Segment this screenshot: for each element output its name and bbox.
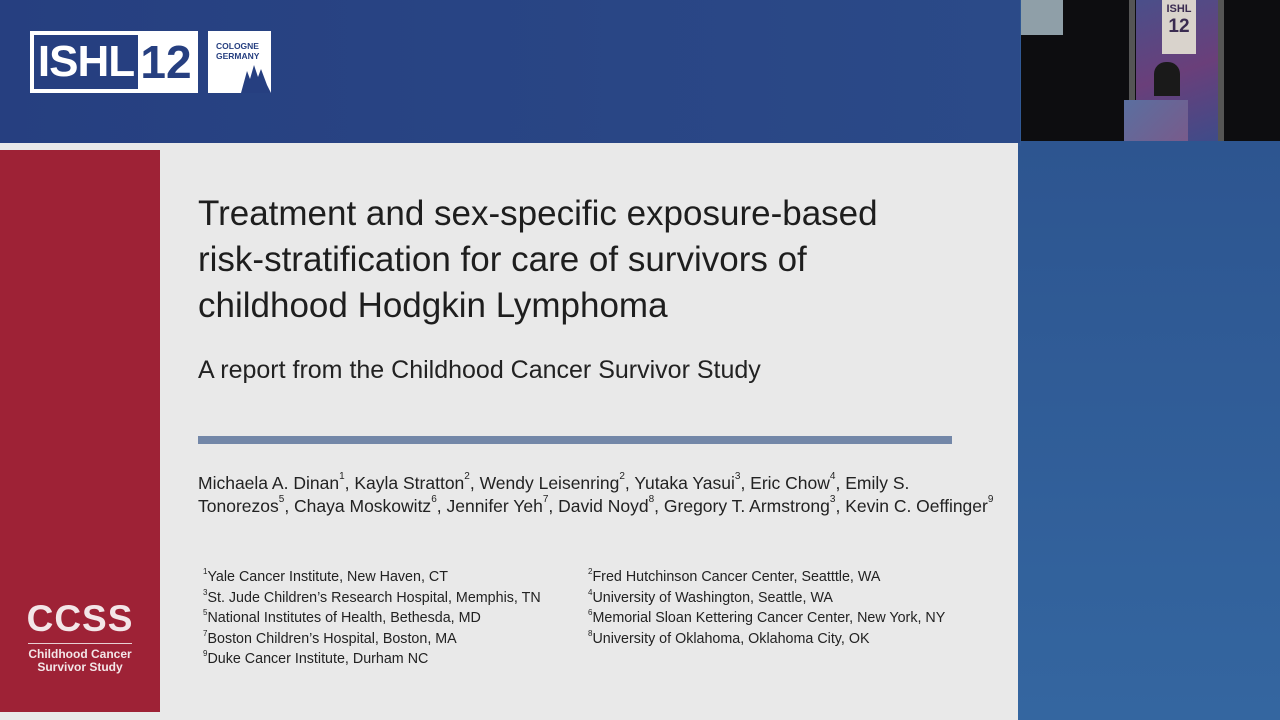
affiliation-text: Duke Cancer Institute, Durham NC [207,651,429,667]
author-name: Kayla Stratton [354,473,465,493]
stage-banner-text: ISHL [1166,3,1192,15]
affiliation-number: 5 [203,608,208,617]
author-list: Michaela A. Dinan$^1$, Kayla Stratton$^2$, Wendy Leisenring$^2$, Yutaka Yasui$^3$, Eric Chow$^4$, Emily S. Tonorezos$^5$, Chaya Moskowitz$^6$, Jennifer Yeh$^7$, David Noyd$^8$, Gregory T. Armstrong$^3$, Kevin C. Oeffinger$^9$ [198,471,994,516]
author-affiliation-number: 8 [648,494,655,505]
author-name: Michaela A. Dinan [198,473,340,493]
affiliation-text: National Institutes of Health, Bethesda, MD [207,610,481,626]
author [480,473,625,493]
author-affiliation-number: 3 [734,471,741,482]
author-affiliation-number: 7 [542,494,549,505]
author-name: David Noyd [558,496,649,516]
author-name: Jennifer Yeh [446,496,543,516]
author [558,496,654,516]
divider [198,436,952,444]
cathedral-icon [241,63,271,93]
author-affiliation-number: 2 [619,471,625,482]
affiliation [588,629,945,650]
affiliation-number: 9 [203,649,208,658]
affiliation-number: 3 [203,587,208,597]
author-affiliation-number: 6 [431,494,437,505]
author [750,473,835,493]
affiliation [588,567,945,588]
author-name: Emily S. Tonorezos [198,473,910,516]
author [294,496,437,516]
author [198,473,345,493]
author [845,496,993,516]
slide-accent-bar [0,150,160,712]
speaker-video [1021,0,1280,146]
author-affiliation-number: 2 [464,471,470,482]
affiliation-text: University of Washington, Seattle, WA [592,589,833,606]
affiliation [588,588,945,609]
author-affiliation-number: 5 [278,494,285,505]
affiliation-text: Fred Hutchinson Cancer Center, Seatttle, WA [592,569,881,585]
affiliation [203,649,541,670]
logo-city [208,31,271,93]
ccss-logo [0,598,160,674]
author-name: Wendy Leisenring [479,473,620,493]
author [354,473,469,493]
affiliation [203,608,541,629]
author-name: Yutaka Yasui [634,473,735,493]
logo-name: ISHL [34,35,138,89]
author-name: Eric Chow [750,473,830,493]
title-line: risk-stratification for care of survivors of [198,240,807,279]
logo-country: GERMANY [216,51,260,61]
author-name: Gregory T. Armstrong [663,496,830,516]
author [664,496,836,516]
side-panel [1018,146,1280,720]
affiliation [203,629,541,650]
affiliation [203,588,541,609]
affiliation-text: Yale Cancer Institute, New Haven, CT [207,569,448,585]
ishl-logo [30,31,271,93]
presentation-slide [0,143,1018,720]
title-line: childhood Hodgkin Lymphoma [198,286,668,325]
affiliation-number: 8 [588,628,593,638]
author [634,473,740,493]
author [446,496,548,516]
affiliation-number: 7 [203,628,208,638]
ccss-line2: Survivor Study [37,660,123,674]
logo-city-name: COLOGNE [216,41,259,51]
title-line: Treatment and sex-specific exposure-based [198,194,878,233]
stage-banner-number: 12 [1168,16,1190,37]
affiliation-text: Boston Children’s Hospital, Boston, MA [207,630,457,647]
affiliations-right [588,567,945,649]
affiliations-left [203,567,541,670]
author-affiliation-number: 4 [829,471,836,482]
affiliation [588,608,945,629]
ccss-abbr: CCSS [26,598,134,639]
author-affiliation-number: 1 [339,471,345,482]
affiliation-number: 2 [588,567,593,576]
affiliation-text: St. Jude Children’s Research Hospital, Memphis, TN [207,589,541,606]
slide-title [198,191,998,329]
author-name: Chaya Moskowitz [294,496,432,516]
slide-subtitle: A report from the Childhood Cancer Survivor Study [198,356,761,384]
logo-number: 12 [140,36,192,88]
author-name: Kevin C. Oeffinger [845,496,988,516]
author-affiliation-number: 9 [987,494,994,505]
affiliation-number: 4 [588,587,593,597]
affiliation [203,567,541,588]
affiliation-number: 6 [588,608,593,617]
affiliation-text: Memorial Sloan Kettering Cancer Center, New York, NY [592,610,946,626]
affiliation-number: 1 [203,567,208,576]
affiliation-text: University of Oklahoma, Oklahoma City, OK [592,630,870,647]
author-affiliation-number: 3 [829,494,836,505]
ccss-line1: Childhood Cancer [28,647,132,661]
